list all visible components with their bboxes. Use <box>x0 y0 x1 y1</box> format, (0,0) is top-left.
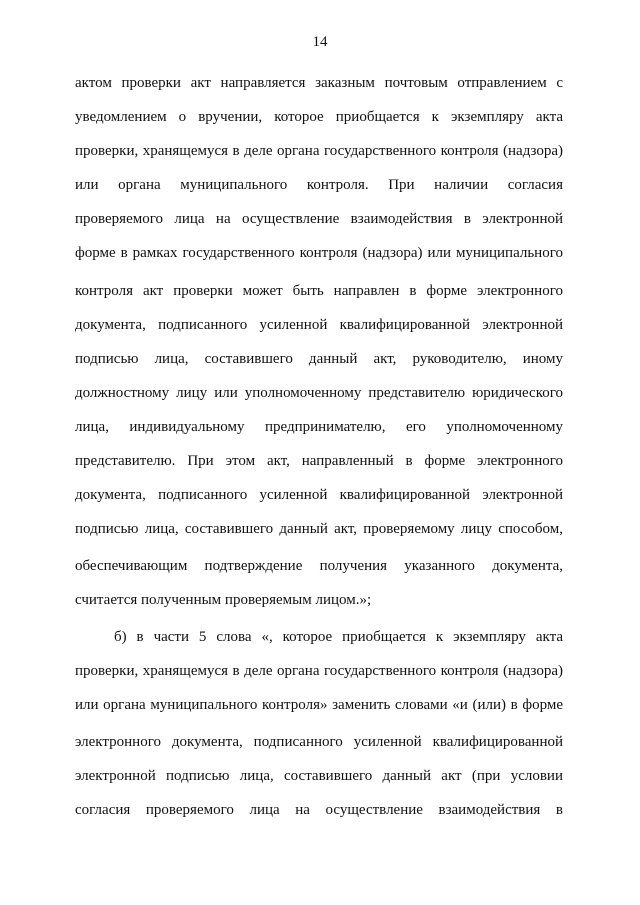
text-line: форме в рамках государственного контроля (надзора) или муниципального <box>75 245 563 261</box>
text-line: подписью лица, составившего данный акт, руководителю, иному <box>75 351 563 367</box>
text-line: проверки, хранящемуся в деле органа государственного контроля (надзора) <box>75 143 563 159</box>
text-line: электронной подписью лица, составившего данный акт (при условии <box>75 768 563 784</box>
text-line: проверки, хранящемуся в деле органа государственного контроля (надзора) <box>75 663 563 679</box>
text-line: или органа муниципального контроля. При наличии согласия <box>75 177 563 193</box>
text-line: считается полученным проверяемым лицом.»; <box>75 592 372 608</box>
text-line: или органа муниципального контроля» заменить словами «и (или) в форме <box>75 697 563 713</box>
text-line: проверяемого лица на осуществление взаимодействия в электронной <box>75 211 563 227</box>
text-line: согласия проверяемого лица на осуществление взаимодействия в <box>75 802 563 818</box>
page-number: 14 <box>312 34 328 50</box>
text-line: электронного документа, подписанного усиленной квалифицированной <box>75 734 563 750</box>
text-line: документа, подписанного усиленной квалифицированной электронной <box>75 317 563 333</box>
text-line: уведомлением о вручении, которое приобщается к экземпляру акта <box>75 109 563 125</box>
paragraph-first-line: б) в части 5 слова «, которое приобщается к экземпляру акта <box>114 629 563 645</box>
text-line: актом проверки акт направляется заказным почтовым отправлением с <box>75 75 563 91</box>
text-line: обеспечивающим подтверждение получения указанного документа, <box>75 558 563 574</box>
text-line: лица, индивидуальному предпринимателю, его уполномоченному <box>75 419 563 435</box>
text-line: представителю. При этом акт, направленный в форме электронного <box>75 453 563 469</box>
text-line: должностному лицу или уполномоченному представителю юридического <box>75 385 563 401</box>
text-line: контроля акт проверки может быть направлен в форме электронного <box>75 283 563 299</box>
text-line: подписью лица, составившего данный акт, проверяемому лицу способом, <box>75 521 563 537</box>
text-line: документа, подписанного усиленной квалифицированной электронной <box>75 487 563 503</box>
